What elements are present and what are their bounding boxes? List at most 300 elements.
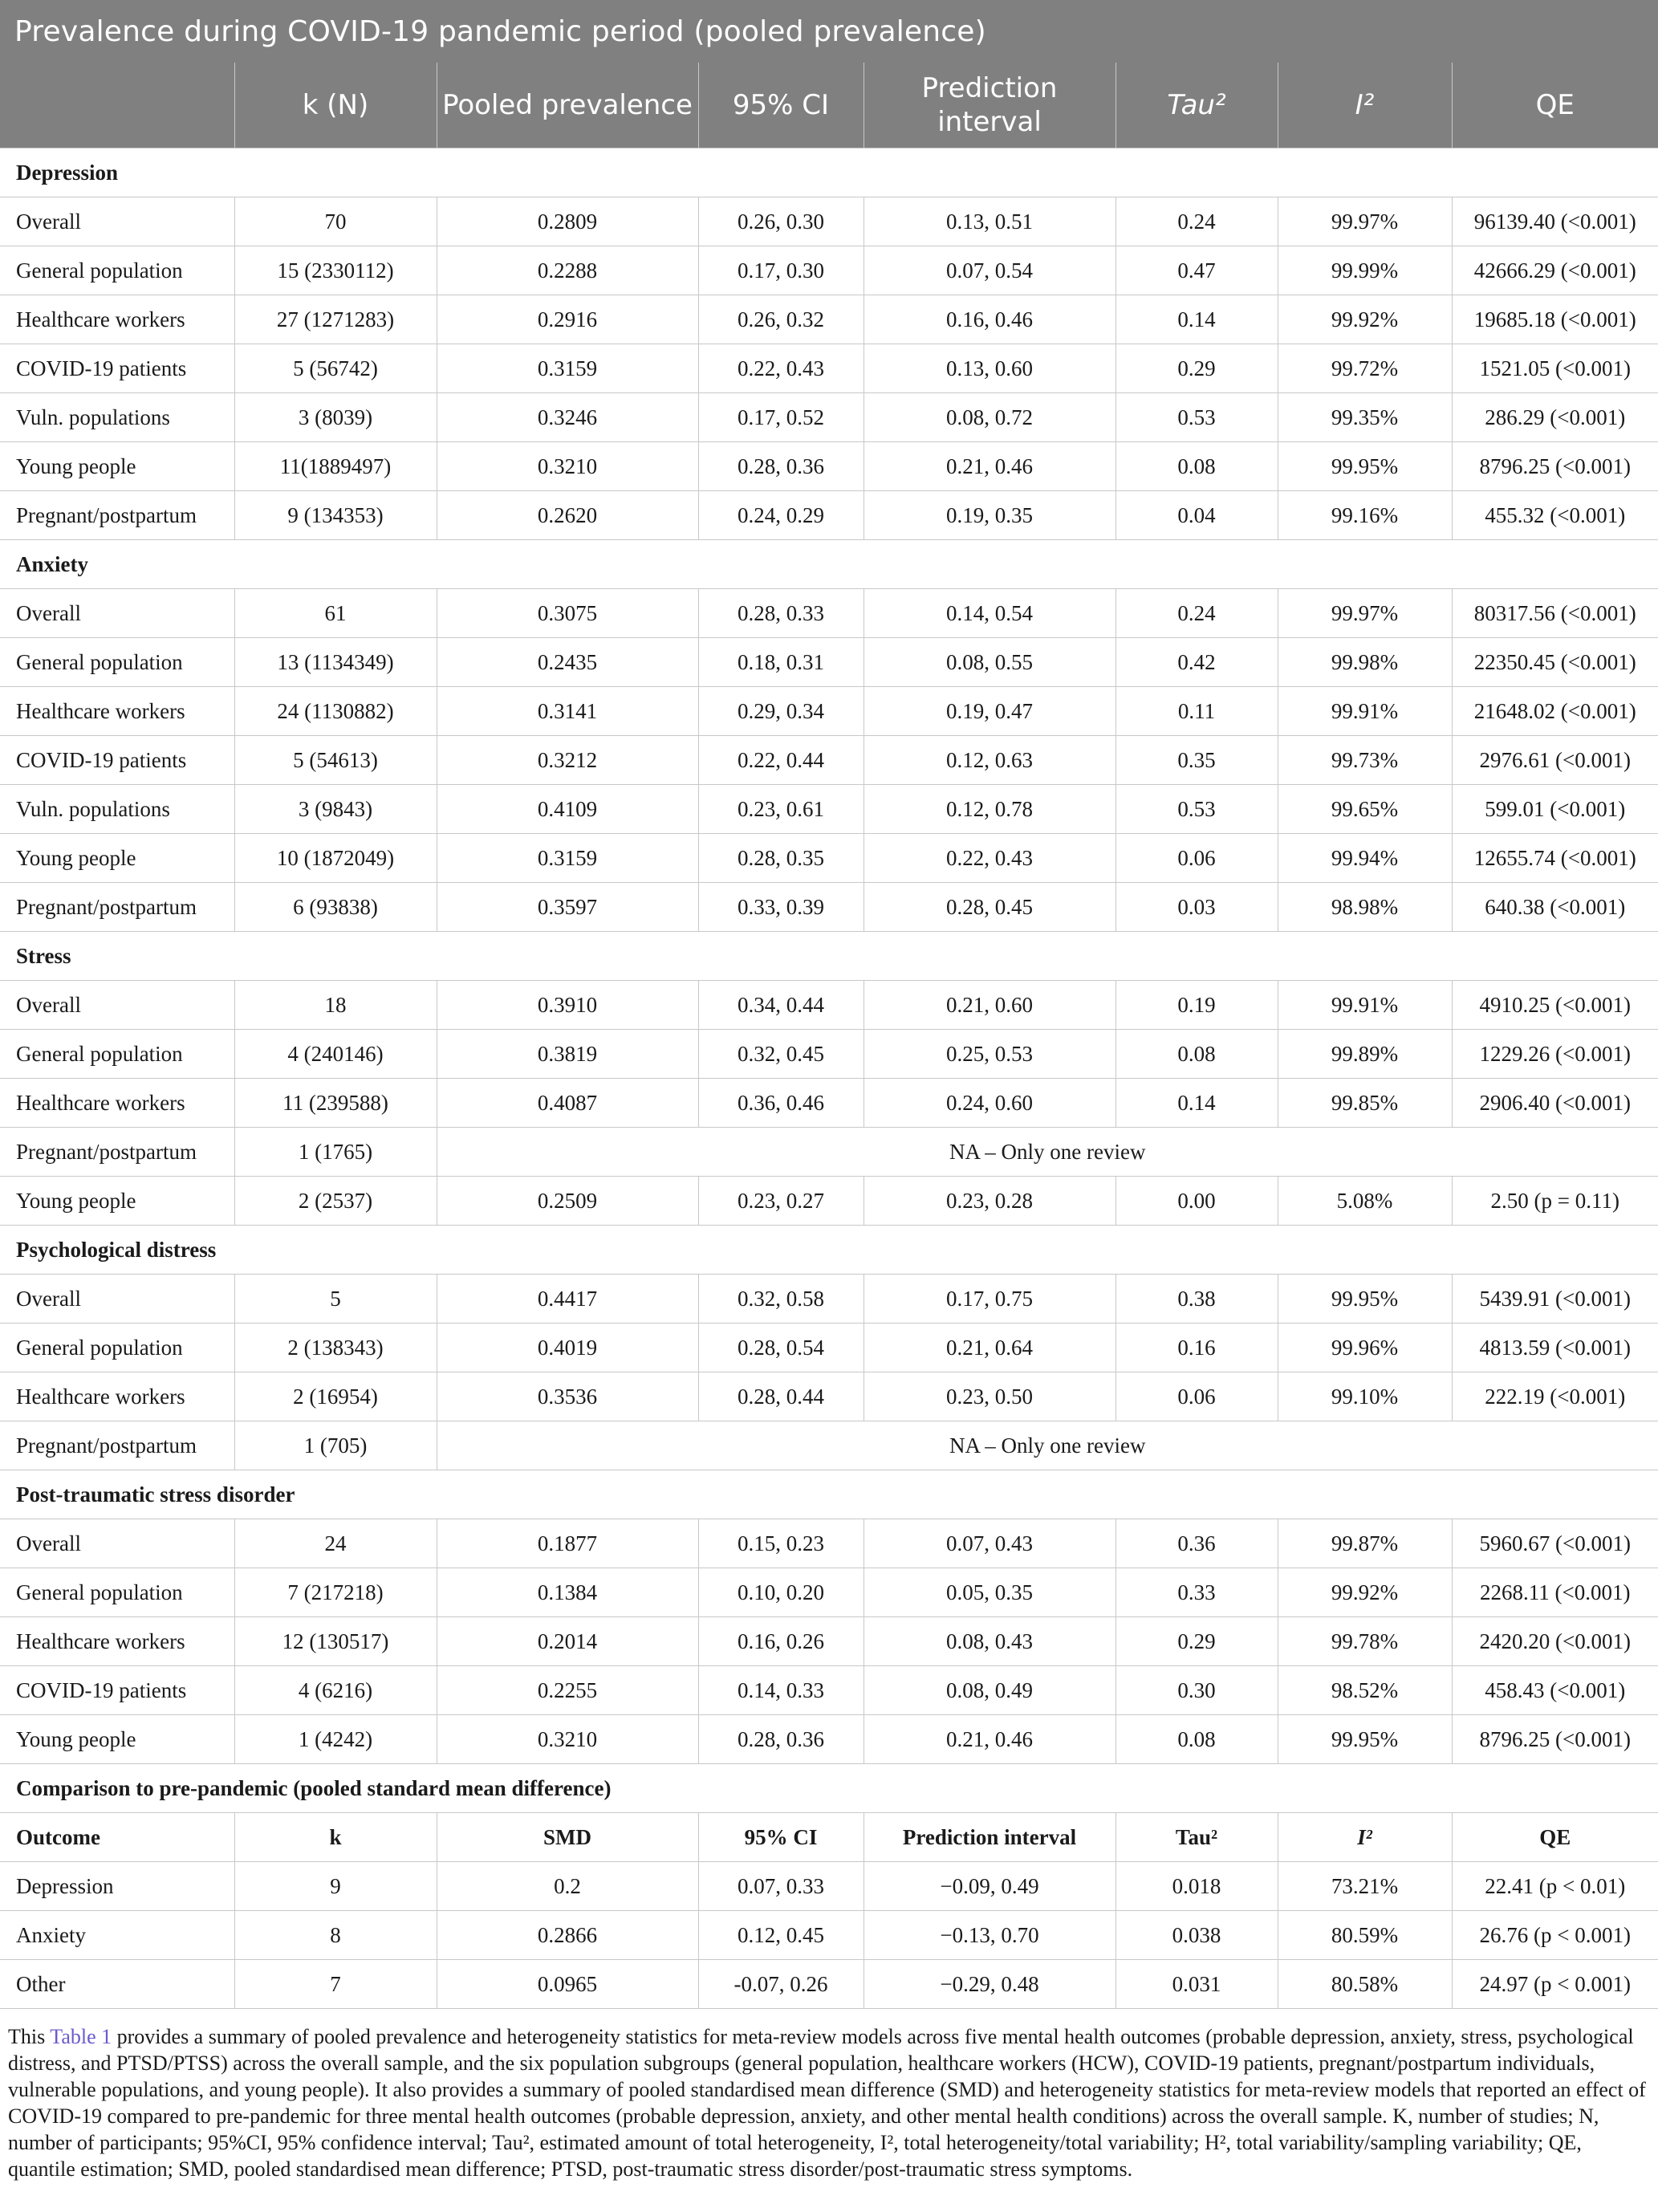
row-label: Anxiety <box>0 1911 234 1960</box>
table-cell: 0.07, 0.43 <box>864 1519 1115 1568</box>
row-label: Overall <box>0 589 234 638</box>
row-label: Pregnant/postpartum <box>0 1421 234 1470</box>
table-cell: −0.13, 0.70 <box>864 1911 1115 1960</box>
table-row <box>0 1128 1658 1177</box>
table-cell: 0.4087 <box>437 1079 698 1128</box>
table-cell: 96139.40 (<0.001) <box>1452 197 1658 246</box>
table-cell: 0.13, 0.51 <box>864 197 1115 246</box>
row-label: Overall <box>0 981 234 1030</box>
table-cell: 99.92% <box>1278 1568 1452 1617</box>
table-row <box>0 491 1658 540</box>
prevalence-table <box>0 63 1658 2009</box>
na-cell: NA – Only one review <box>437 1128 1658 1177</box>
table-cell: 0.08 <box>1115 442 1278 491</box>
table-cell: 22.41 (p < 0.01) <box>1452 1862 1658 1911</box>
table-row <box>0 393 1658 442</box>
row-label: Depression <box>0 1862 234 1911</box>
table-cell: 0.19, 0.47 <box>864 687 1115 736</box>
table-cell: 0.33, 0.39 <box>698 883 864 932</box>
table-cell: 80.59% <box>1278 1911 1452 1960</box>
table-cell: 7 (217218) <box>234 1568 437 1617</box>
table-cell: 0.42 <box>1115 638 1278 687</box>
table-cell: 0.0965 <box>437 1960 698 2009</box>
table-cell: 0.3075 <box>437 589 698 638</box>
table-cell: 0.03 <box>1115 883 1278 932</box>
table-cell: 99.35% <box>1278 393 1452 442</box>
table-cell: 458.43 (<0.001) <box>1452 1666 1658 1715</box>
table-cell: 0.2288 <box>437 246 698 295</box>
section-row <box>0 540 1658 589</box>
table-cell: 0.11 <box>1115 687 1278 736</box>
table-cell: 1229.26 (<0.001) <box>1452 1030 1658 1079</box>
table-cell: 99.87% <box>1278 1519 1452 1568</box>
table-cell: 2 (138343) <box>234 1324 437 1372</box>
na-cell: NA – Only one review <box>437 1421 1658 1470</box>
table-cell: 0.2255 <box>437 1666 698 1715</box>
table-cell: 0.3597 <box>437 883 698 932</box>
table-cell: 0.16, 0.26 <box>698 1617 864 1666</box>
table-cell: 0.33 <box>1115 1568 1278 1617</box>
table-cell: 0.29 <box>1115 1617 1278 1666</box>
table-cell: 0.32, 0.45 <box>698 1030 864 1079</box>
footnote-prefix: This <box>8 2025 51 2048</box>
table-cell: 0.24, 0.60 <box>864 1079 1115 1128</box>
table-cell: 0.24 <box>1115 589 1278 638</box>
table-cell: 0.12, 0.63 <box>864 736 1115 785</box>
table-cell: 0.23, 0.50 <box>864 1372 1115 1421</box>
section-title: Psychological distress <box>0 1226 1658 1275</box>
row-label: General population <box>0 638 234 687</box>
table-cell: 0.23, 0.61 <box>698 785 864 834</box>
table-cell: 10 (1872049) <box>234 834 437 883</box>
table-cell: 99.72% <box>1278 344 1452 393</box>
table-cell: 0.06 <box>1115 1372 1278 1421</box>
table-cell: 5439.91 (<0.001) <box>1452 1275 1658 1324</box>
table-cell: 0.2866 <box>437 1911 698 1960</box>
table-cell: 0.018 <box>1115 1862 1278 1911</box>
table-cell: 0.30 <box>1115 1666 1278 1715</box>
table-cell: 5 (56742) <box>234 344 437 393</box>
table-row <box>0 1568 1658 1617</box>
comparison-header-cell: I² <box>1278 1813 1452 1862</box>
table-cell: 0.3159 <box>437 344 698 393</box>
table-cell: 12 (130517) <box>234 1617 437 1666</box>
table-cell: 0.14 <box>1115 295 1278 344</box>
table-cell: 0.2435 <box>437 638 698 687</box>
row-label: Vuln. populations <box>0 785 234 834</box>
table-cell: 0.3246 <box>437 393 698 442</box>
table-cell: 99.78% <box>1278 1617 1452 1666</box>
table-cell: 7 <box>234 1960 437 2009</box>
row-label: Healthcare workers <box>0 1617 234 1666</box>
table-cell: 0.2916 <box>437 295 698 344</box>
table-cell: 99.85% <box>1278 1079 1452 1128</box>
table-cell: 99.99% <box>1278 246 1452 295</box>
table-row <box>0 1275 1658 1324</box>
table-row <box>0 246 1658 295</box>
table-cell: 99.91% <box>1278 981 1452 1030</box>
table-cell: 99.96% <box>1278 1324 1452 1372</box>
table-cell: 0.53 <box>1115 785 1278 834</box>
table-cell: 4 (240146) <box>234 1030 437 1079</box>
row-label: Healthcare workers <box>0 1372 234 1421</box>
table-cell: 0.36 <box>1115 1519 1278 1568</box>
table-cell: 0.08, 0.72 <box>864 393 1115 442</box>
table-cell: 0.07, 0.33 <box>698 1862 864 1911</box>
table-cell: 24 <box>234 1519 437 1568</box>
table-cell: 22350.45 (<0.001) <box>1452 638 1658 687</box>
table-cell: 15 (2330112) <box>234 246 437 295</box>
table-cell: −0.09, 0.49 <box>864 1862 1115 1911</box>
table-cell: 0.28, 0.44 <box>698 1372 864 1421</box>
row-label: Young people <box>0 1177 234 1226</box>
table-cell: 0.17, 0.52 <box>698 393 864 442</box>
table-cell: 99.95% <box>1278 1715 1452 1764</box>
table-cell: 0.24 <box>1115 197 1278 246</box>
table-cell: 0.3159 <box>437 834 698 883</box>
section-row <box>0 1226 1658 1275</box>
table-cell: 0.28, 0.54 <box>698 1324 864 1372</box>
table-cell: 99.94% <box>1278 834 1452 883</box>
table-cell: 0.26, 0.32 <box>698 295 864 344</box>
table-cell: 99.97% <box>1278 197 1452 246</box>
row-label: Overall <box>0 197 234 246</box>
row-label: Overall <box>0 1275 234 1324</box>
table-cell: 1521.05 (<0.001) <box>1452 344 1658 393</box>
table-cell: 640.38 (<0.001) <box>1452 883 1658 932</box>
comparison-header-cell: Tau² <box>1115 1813 1278 1862</box>
table-cell: −0.29, 0.48 <box>864 1960 1115 2009</box>
table-cell: 8 <box>234 1911 437 1960</box>
table-cell: 5960.67 (<0.001) <box>1452 1519 1658 1568</box>
header-row <box>0 63 1658 148</box>
table-cell: 0.32, 0.58 <box>698 1275 864 1324</box>
comparison-header-cell: Prediction interval <box>864 1813 1115 1862</box>
table-cell: 99.10% <box>1278 1372 1452 1421</box>
table-cell: 13 (1134349) <box>234 638 437 687</box>
table-cell: 0.18, 0.31 <box>698 638 864 687</box>
table-cell: 99.16% <box>1278 491 1452 540</box>
section-title: Stress <box>0 932 1658 981</box>
comparison-header-cell: 95% CI <box>698 1813 864 1862</box>
table-row <box>0 1177 1658 1226</box>
table-cell: 9 <box>234 1862 437 1911</box>
table-row <box>0 1030 1658 1079</box>
table-cell: 24 (1130882) <box>234 687 437 736</box>
table-cell: 99.91% <box>1278 687 1452 736</box>
table-cell: 0.29 <box>1115 344 1278 393</box>
table-row <box>0 883 1658 932</box>
comparison-title: Comparison to pre-pandemic (pooled standard mean difference) <box>0 1764 1658 1813</box>
table-cell: 1 (4242) <box>234 1715 437 1764</box>
table-cell: 70 <box>234 197 437 246</box>
table-row <box>0 1324 1658 1372</box>
section-row <box>0 932 1658 981</box>
table-row <box>0 834 1658 883</box>
table-cell: 599.01 (<0.001) <box>1452 785 1658 834</box>
table-cell: 0.00 <box>1115 1177 1278 1226</box>
table-cell: 0.28, 0.36 <box>698 442 864 491</box>
table-cell: 42666.29 (<0.001) <box>1452 246 1658 295</box>
comparison-header-cell: QE <box>1452 1813 1658 1862</box>
table-footnote <box>0 2023 1658 2182</box>
table-cell: 0.06 <box>1115 834 1278 883</box>
row-label: Pregnant/postpartum <box>0 1128 234 1177</box>
table-cell: 2420.20 (<0.001) <box>1452 1617 1658 1666</box>
table-cell: 0.25, 0.53 <box>864 1030 1115 1079</box>
section-title: Post-traumatic stress disorder <box>0 1470 1658 1519</box>
row-label: Overall <box>0 1519 234 1568</box>
table-cell: 99.65% <box>1278 785 1452 834</box>
table-cell: 61 <box>234 589 437 638</box>
table-cell: 0.26, 0.30 <box>698 197 864 246</box>
table-cell: 0.4019 <box>437 1324 698 1372</box>
table-row <box>0 1421 1658 1470</box>
table-cell: 0.28, 0.36 <box>698 1715 864 1764</box>
table-cell: 0.47 <box>1115 246 1278 295</box>
table-cell: 0.21, 0.46 <box>864 1715 1115 1764</box>
table-cell: 0.17, 0.30 <box>698 246 864 295</box>
section-title: Anxiety <box>0 540 1658 589</box>
table-cell: 0.12, 0.78 <box>864 785 1115 834</box>
table-row <box>0 295 1658 344</box>
table-cell: 0.2620 <box>437 491 698 540</box>
table-cell: 5 <box>234 1275 437 1324</box>
section-title: Depression <box>0 148 1658 197</box>
row-label: Young people <box>0 442 234 491</box>
table-cell: 2268.11 (<0.001) <box>1452 1568 1658 1617</box>
section-row <box>0 148 1658 197</box>
table-cell: 0.3210 <box>437 442 698 491</box>
table-cell: 0.16 <box>1115 1324 1278 1372</box>
table-cell: 0.2509 <box>437 1177 698 1226</box>
table-cell: 99.95% <box>1278 442 1452 491</box>
row-label: Vuln. populations <box>0 393 234 442</box>
table-cell: 0.038 <box>1115 1911 1278 1960</box>
table-cell: 0.23, 0.28 <box>864 1177 1115 1226</box>
table-cell: 19685.18 (<0.001) <box>1452 295 1658 344</box>
row-label: COVID-19 patients <box>0 736 234 785</box>
table-cell: 80317.56 (<0.001) <box>1452 589 1658 638</box>
table-cell: 0.21, 0.64 <box>864 1324 1115 1372</box>
table-cell: 0.34, 0.44 <box>698 981 864 1030</box>
table-row <box>0 1519 1658 1568</box>
table-cell: 4910.25 (<0.001) <box>1452 981 1658 1030</box>
header-cell-empty <box>0 63 234 148</box>
table-cell: 0.13, 0.60 <box>864 344 1115 393</box>
table-cell: 0.28, 0.33 <box>698 589 864 638</box>
table-cell: 0.14, 0.33 <box>698 1666 864 1715</box>
table-cell: 0.1877 <box>437 1519 698 1568</box>
table-cell: 0.1384 <box>437 1568 698 1617</box>
row-label: General population <box>0 1324 234 1372</box>
table-cell: 8796.25 (<0.001) <box>1452 1715 1658 1764</box>
table-cell: 99.98% <box>1278 638 1452 687</box>
table-cell: 98.52% <box>1278 1666 1452 1715</box>
table-cell: 0.08, 0.43 <box>864 1617 1115 1666</box>
comparison-header-row <box>0 1813 1658 1862</box>
table-cell: 0.031 <box>1115 1960 1278 2009</box>
section-row <box>0 1470 1658 1519</box>
header-cell-ci: 95% CI <box>698 63 864 148</box>
table-cell: 4 (6216) <box>234 1666 437 1715</box>
table-cell: -0.07, 0.26 <box>698 1960 864 2009</box>
table-cell: 0.21, 0.46 <box>864 442 1115 491</box>
table-cell: 222.19 (<0.001) <box>1452 1372 1658 1421</box>
row-label: Other <box>0 1960 234 2009</box>
table-cell: 0.15, 0.23 <box>698 1519 864 1568</box>
table-cell: 455.32 (<0.001) <box>1452 491 1658 540</box>
table-cell: 0.3536 <box>437 1372 698 1421</box>
table-cell: 2906.40 (<0.001) <box>1452 1079 1658 1128</box>
table-cell: 80.58% <box>1278 1960 1452 2009</box>
table-body <box>0 148 1658 2009</box>
header-cell-k: k (N) <box>234 63 437 148</box>
table-cell: 8796.25 (<0.001) <box>1452 442 1658 491</box>
comparison-header-cell: Outcome <box>0 1813 234 1862</box>
header-cell-pooled-prevalence: Pooled prevalence <box>437 63 698 148</box>
table-cell: 0.3819 <box>437 1030 698 1079</box>
table-cell: 99.95% <box>1278 1275 1452 1324</box>
table-cell: 0.4417 <box>437 1275 698 1324</box>
table-cell: 0.2809 <box>437 197 698 246</box>
table-cell: 9 (134353) <box>234 491 437 540</box>
table-cell: 0.16, 0.46 <box>864 295 1115 344</box>
table-cell: 6 (93838) <box>234 883 437 932</box>
table-cell: 2 (2537) <box>234 1177 437 1226</box>
table-cell: 0.2 <box>437 1862 698 1911</box>
table-cell: 0.08, 0.55 <box>864 638 1115 687</box>
table-cell: 21648.02 (<0.001) <box>1452 687 1658 736</box>
table-cell: 24.97 (p < 0.001) <box>1452 1960 1658 2009</box>
row-label: General population <box>0 1030 234 1079</box>
table-row <box>0 785 1658 834</box>
header-cell-prediction-interval: Prediction interval <box>864 63 1115 148</box>
table-cell: 0.3910 <box>437 981 698 1030</box>
table-cell: 0.28, 0.35 <box>698 834 864 883</box>
table-cell: 0.4109 <box>437 785 698 834</box>
table-title: Prevalence during COVID-19 pandemic period (pooled prevalence) <box>0 0 1658 63</box>
row-label: Pregnant/postpartum <box>0 491 234 540</box>
comparison-section-row <box>0 1764 1658 1813</box>
table-cell: 0.22, 0.43 <box>864 834 1115 883</box>
table-cell: 73.21% <box>1278 1862 1452 1911</box>
table-cell: 0.08 <box>1115 1715 1278 1764</box>
table-cell: 0.14, 0.54 <box>864 589 1115 638</box>
table-cell: 99.92% <box>1278 295 1452 344</box>
comparison-header-cell: SMD <box>437 1813 698 1862</box>
table-row <box>0 736 1658 785</box>
table-cell: 0.05, 0.35 <box>864 1568 1115 1617</box>
table-cell: 2976.61 (<0.001) <box>1452 736 1658 785</box>
table-cell: 0.04 <box>1115 491 1278 540</box>
table-cell: 0.19, 0.35 <box>864 491 1115 540</box>
table-row <box>0 1666 1658 1715</box>
table-row <box>0 1372 1658 1421</box>
table-cell: 5.08% <box>1278 1177 1452 1226</box>
table-row <box>0 981 1658 1030</box>
row-label: General population <box>0 246 234 295</box>
table-row <box>0 1715 1658 1764</box>
table-cell: 98.98% <box>1278 883 1452 932</box>
table-cell: 0.17, 0.75 <box>864 1275 1115 1324</box>
row-label: COVID-19 patients <box>0 344 234 393</box>
table-cell: 0.22, 0.43 <box>698 344 864 393</box>
table-row <box>0 442 1658 491</box>
table-cell: 0.38 <box>1115 1275 1278 1324</box>
table-row <box>0 638 1658 687</box>
table-cell: 2.50 (p = 0.11) <box>1452 1177 1658 1226</box>
row-label: Healthcare workers <box>0 295 234 344</box>
row-label: Healthcare workers <box>0 1079 234 1128</box>
table-cell: 5 (54613) <box>234 736 437 785</box>
table-cell: 0.35 <box>1115 736 1278 785</box>
table-cell: 0.12, 0.45 <box>698 1911 864 1960</box>
table-cell: 0.28, 0.45 <box>864 883 1115 932</box>
table-cell: 0.2014 <box>437 1617 698 1666</box>
table-row <box>0 1617 1658 1666</box>
table-cell: 0.53 <box>1115 393 1278 442</box>
table-cell: 0.08 <box>1115 1030 1278 1079</box>
table-cell: 12655.74 (<0.001) <box>1452 834 1658 883</box>
table-cell: 2 (16954) <box>234 1372 437 1421</box>
table-cell: 0.08, 0.49 <box>864 1666 1115 1715</box>
table-cell: 27 (1271283) <box>234 295 437 344</box>
footnote-text: provides a summary of pooled prevalence and heterogeneity statistics for meta-review models across five mental health outcomes (probable depression, anxiety, stress, psychological distress, and PTSD/PTSS) across the overall sample, and the six population subgroups (general population, healthcare workers (HCW), COVID-19 patients, pregnant/postpartum individuals, vulnerable populations, and young people). It also provides a summary of pooled standardised mean difference (SMD) and heterogeneity statistics for meta-review models that reported an effect of COVID-19 compared to pre-pandemic for three mental health outcomes (probable depression, anxiety, and other mental health conditions) across the overall sample. K, number of studies; N, number of participants; 95%CI, 95% confidence interval; Tau², estimated amount of total heterogeneity, I², total heterogeneity/total variability; H², total variability/sampling variability; QE, quantile estimation; SMD, pooled standardised mean difference; PTSD, post-traumatic stress disorder/post-traumatic stress symptoms. <box>8 2025 1646 2181</box>
table-cell: 1 (1765) <box>234 1128 437 1177</box>
row-label: Young people <box>0 834 234 883</box>
row-label: Young people <box>0 1715 234 1764</box>
table-cell: 0.24, 0.29 <box>698 491 864 540</box>
table-cell: 4813.59 (<0.001) <box>1452 1324 1658 1372</box>
table-cell: 0.14 <box>1115 1079 1278 1128</box>
table-cell: 0.3141 <box>437 687 698 736</box>
table-cell: 286.29 (<0.001) <box>1452 393 1658 442</box>
header-cell-qe: QE <box>1452 63 1658 148</box>
table-cell: 0.21, 0.60 <box>864 981 1115 1030</box>
table-cell: 0.36, 0.46 <box>698 1079 864 1128</box>
table-row <box>0 687 1658 736</box>
table-row <box>0 344 1658 393</box>
table-row <box>0 1079 1658 1128</box>
table-row <box>0 589 1658 638</box>
table-cell: 26.76 (p < 0.001) <box>1452 1911 1658 1960</box>
row-label: Healthcare workers <box>0 687 234 736</box>
table-cell: 0.23, 0.27 <box>698 1177 864 1226</box>
comparison-header-cell: k <box>234 1813 437 1862</box>
table-row <box>0 197 1658 246</box>
table-cell: 3 (9843) <box>234 785 437 834</box>
row-label: Pregnant/postpartum <box>0 883 234 932</box>
table-cell: 18 <box>234 981 437 1030</box>
comparison-row <box>0 1862 1658 1911</box>
table-cell: 0.3212 <box>437 736 698 785</box>
table-cell: 3 (8039) <box>234 393 437 442</box>
table-cell: 0.29, 0.34 <box>698 687 864 736</box>
table-cell: 11(1889497) <box>234 442 437 491</box>
comparison-row <box>0 1911 1658 1960</box>
row-label: COVID-19 patients <box>0 1666 234 1715</box>
table-cell: 11 (239588) <box>234 1079 437 1128</box>
table-cell: 0.22, 0.44 <box>698 736 864 785</box>
header-cell-i2: I² <box>1278 63 1452 148</box>
table-cell: 99.97% <box>1278 589 1452 638</box>
table-cell: 99.73% <box>1278 736 1452 785</box>
table-1-link[interactable]: Table 1 <box>50 2025 112 2048</box>
table-cell: 0.19 <box>1115 981 1278 1030</box>
table-cell: 0.3210 <box>437 1715 698 1764</box>
table-cell: 0.07, 0.54 <box>864 246 1115 295</box>
